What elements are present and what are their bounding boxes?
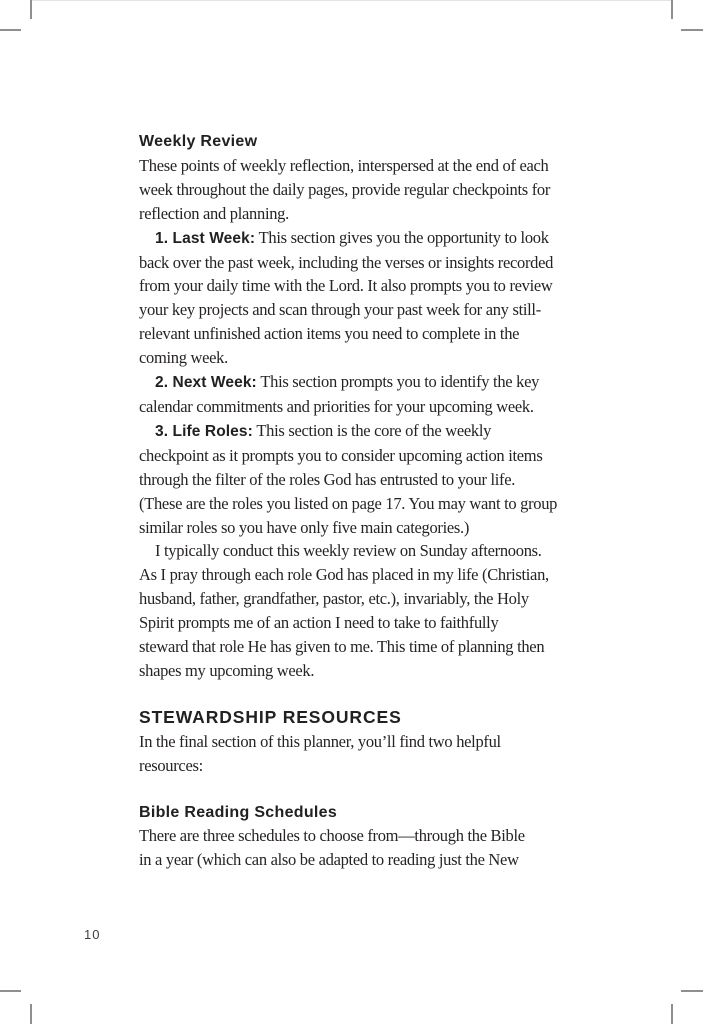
text-line [139,178,584,202]
text-run: checkpoint as it prompts you to consider upcoming action items [139,445,543,465]
text-run: your key projects and scan through your past week for any still- [139,300,541,320]
text-run: steward that role He has given to me. This time of planning then [139,637,545,657]
page-top-edge [32,0,671,1]
text-run: I typically conduct this weekly review on Sunday afternoons. [155,541,542,561]
text-run: As I pray through each role God has placed in my life (Christian, [139,565,549,585]
text-line [139,274,584,298]
text-run: resources: [139,755,203,775]
text-line [139,539,584,563]
text-line [139,611,584,635]
crop-mark-bottom-right-vertical [671,1004,673,1024]
heading-main: STEWARDSHIP RESOURCES [139,706,402,727]
text-run: (These are the roles you listed on page 17. You may want to group [139,493,558,513]
text-line [139,659,584,683]
text-run: from your daily time with the Lord. It also prompts you to review [139,276,553,296]
heading-sub: Weekly Review [139,133,258,150]
bold-run: 1. Last Week: [155,229,256,247]
text-run: back over the past week, including the verses or insights recorded [139,252,554,272]
text-line [139,395,584,419]
text-run: similar roles so you have only five main categories.) [139,517,470,537]
crop-mark-bottom-left-vertical [30,1004,32,1024]
text-line [139,226,584,251]
text-line [139,154,584,178]
page-number: 10 [84,927,101,942]
crop-mark-top-left-horizontal [0,29,21,31]
text-run: This section gives you the opportunity to look [255,227,549,247]
text-line [139,298,584,322]
text-line [139,202,584,226]
crop-mark-bottom-right-horizontal [681,990,703,992]
text-run: in a year (which can also be adapted to reading just the New [139,850,519,870]
text-run: There are three schedules to choose from—through the Bible [139,826,525,846]
bold-run: 3. Life Roles: [155,422,253,440]
text-line [139,251,584,275]
text-run: relevant unfinished action items you need to complete in the [139,324,520,344]
text-run: These points of weekly reflection, interspersed at the end of each [139,155,549,175]
text-run: through the filter of the roles God has entrusted to your life. [139,469,516,489]
text-line [139,492,584,516]
text-run: shapes my upcoming week. [139,660,315,680]
text-run: coming week. [139,348,228,368]
text-line [139,563,584,587]
text-line [139,848,584,872]
crop-mark-top-right-horizontal [681,29,703,31]
text-run: This section is the core of the weekly [252,420,492,440]
text-line [139,587,584,611]
text-line [139,516,584,540]
text-column [139,130,584,872]
text-line [139,370,584,395]
text-line [139,754,584,778]
text-run: calendar commitments and priorities for your upcoming week. [139,396,534,416]
heading-sub: Bible Reading Schedules [139,803,338,821]
text-line [139,346,584,370]
crop-mark-top-right-vertical [671,0,673,19]
text-run: week throughout the daily pages, provide regular checkpoints for [139,179,551,199]
text-line [139,419,584,444]
text-run: In the final section of this planner, you’ll find two helpful [139,731,501,751]
text-line [139,730,584,754]
text-run: Spirit prompts me of an action I need to take to faithfully [139,613,499,633]
text-line [139,468,584,492]
text-run: This section prompts you to identify the key [256,372,540,392]
text-run: reflection and planning. [139,203,289,223]
text-line [139,322,584,346]
crop-mark-top-left-vertical [30,0,32,19]
text-line [139,444,584,468]
bold-run: 2. Next Week: [155,374,257,392]
text-run: husband, father, grandfather, pastor, etc.), invariably, the Holy [139,589,529,609]
crop-mark-bottom-left-horizontal [0,990,21,992]
text-line [139,824,584,848]
text-line [139,635,584,659]
